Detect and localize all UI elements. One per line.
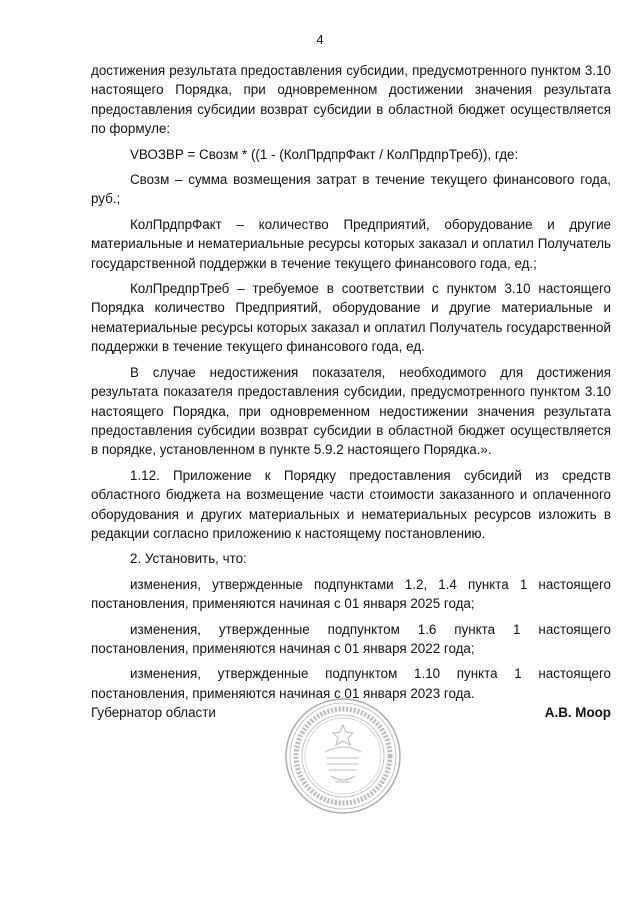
signatory-name: А.В. Моор [544, 705, 611, 720]
paragraph-1: достижения результата предоставления субсидии, предусмотренного пунктом 3.10 настоящего Порядка, при одновременном достижении значения результата предоставления субсидии возврат субсидии в областной бюджет осуществляется по формуле: [91, 63, 611, 137]
page-number: 4 [316, 32, 324, 47]
paragraph-1-12: 1.12. Приложение к Порядку предоставления субсидий из средств областного бюджета на возмещение части стоимости заказанного и оплаченного оборудования и других материальных и нематериальных ресурсов изложить в редакции согласно приложению к настоящему постановлению. [91, 467, 611, 541]
paragraph-kolprdprfakt: КолПрдпрФакт – количество Предприятий, оборудование и другие материальные и нематериальные ресурсы которых заказал и оплатил Получатель государственной поддержки в течение текущего финансового года, ед.; [91, 216, 611, 271]
signatory-position: Губернатор области [91, 705, 216, 720]
paragraph-nedostizhenie: В случае недостижения показателя, необходимого для достижения результата показателя предоставления субсидии, предусмотренного пунктом 3.10 настоящего Порядка, при одновременном недостижении значения результата предоставления субсидии возврат субсидии в областной бюджет осуществляется в порядке, установленном в пункте 5.9.2 настоящего Порядка.». [91, 364, 611, 458]
official-seal [283, 696, 403, 816]
paragraph-kolpredprtreb: КолПредпрТреб – требуемое в соответствии с пунктом 3.10 настоящего Порядка количество Предприятий, оборудование и другие материальные и нематериальные ресурсы которых заказал и оплатил Получатель государственной поддержки в течение текущего финансового года, ед. [91, 281, 611, 355]
formula-line: VВОЗВР = Свозм * ((1 - (КолПрдпрФакт / КолПрдпрТреб)), где: [130, 146, 519, 162]
paragraph-svozm: Свозм – сумма возмещения затрат в течение текущего финансового года, руб.; [91, 172, 611, 207]
paragraph-changes-3: изменения, утвержденные подпунктом 1.10 пункта 1 настоящего постановления, применяются начиная с 01 января 2023 года. [91, 666, 611, 701]
paragraph-changes-2: изменения, утвержденные подпунктом 1.6 пункта 1 настоящего постановления, применяются начиная с 01 января 2022 года; [91, 621, 611, 656]
paragraph-changes-1: изменения, утвержденные подпунктами 1.2, 1.4 пункта 1 настоящего постановления, применяются начиная с 01 января 2025 года; [91, 576, 611, 612]
paragraph-2: 2. Установить, что: [130, 551, 247, 567]
document-body [91, 61, 611, 709]
